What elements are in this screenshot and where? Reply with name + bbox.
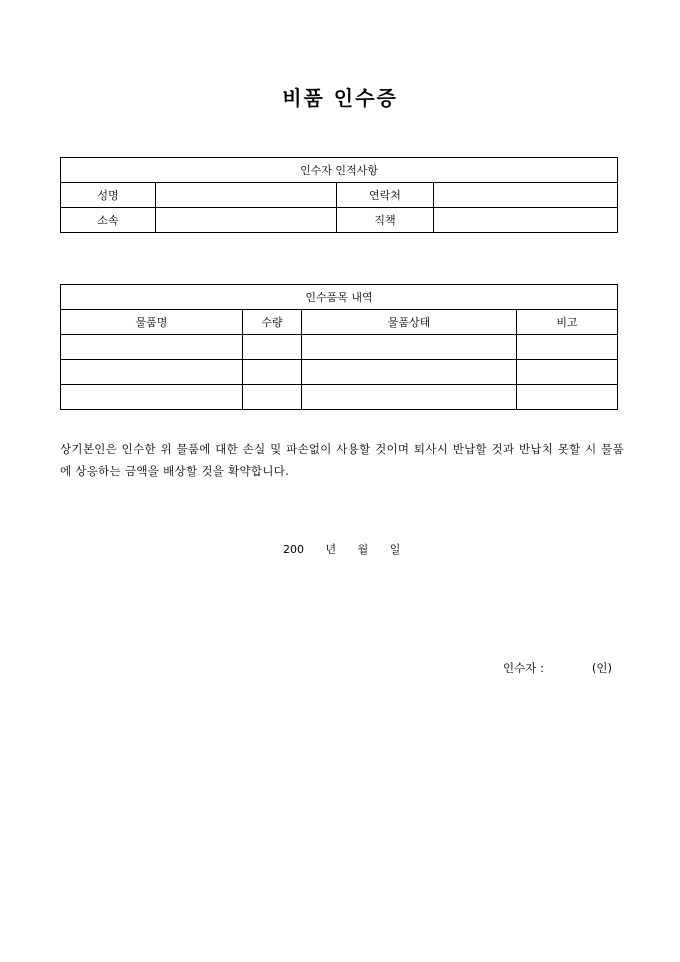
signature-label: 인수자 : — [503, 661, 544, 675]
date-line — [283, 541, 418, 557]
remarks-cell[interactable] — [517, 335, 618, 360]
signature-line — [503, 660, 612, 676]
document-title: 비품 인수증 — [282, 86, 398, 110]
table-row — [61, 360, 618, 385]
item-name-cell[interactable] — [61, 360, 243, 385]
items-table — [60, 284, 618, 410]
quantity-cell[interactable] — [243, 360, 302, 385]
contact-label: 연락처 — [337, 183, 434, 208]
date-day-unit: 일 — [389, 543, 401, 556]
column-header-condition: 물품상태 — [302, 310, 517, 335]
items-header: 인수품목 내역 — [61, 285, 618, 310]
date-month-unit: 월 — [357, 543, 369, 556]
item-name-cell[interactable] — [61, 335, 243, 360]
table-row — [61, 335, 618, 360]
name-field[interactable] — [156, 183, 337, 208]
name-label: 성명 — [61, 183, 156, 208]
seal-mark: (인) — [591, 661, 612, 675]
table-row — [61, 385, 618, 410]
date-year-unit: 년 — [325, 543, 337, 556]
department-field[interactable] — [156, 208, 337, 233]
column-header-remarks: 비고 — [517, 310, 618, 335]
contact-field[interactable] — [434, 183, 618, 208]
column-header-quantity: 수량 — [243, 310, 302, 335]
remarks-cell[interactable] — [517, 385, 618, 410]
remarks-cell[interactable] — [517, 360, 618, 385]
quantity-cell[interactable] — [243, 335, 302, 360]
column-header-item-name: 물품명 — [61, 310, 243, 335]
condition-cell[interactable] — [302, 385, 517, 410]
quantity-cell[interactable] — [243, 385, 302, 410]
position-label: 직책 — [337, 208, 434, 233]
recipient-info-header: 인수자 인적사항 — [61, 158, 618, 183]
department-label: 소속 — [61, 208, 156, 233]
condition-cell[interactable] — [302, 335, 517, 360]
pledge-paragraph: 상기본인은 인수한 위 물품에 대한 손실 및 파손없이 사용할 것이며 퇴사시 반납할 것과 반납치 못할 시 물품에 상응하는 금액을 배상할 것을 확약합니다. — [60, 442, 624, 478]
position-field[interactable] — [434, 208, 618, 233]
recipient-info-table — [60, 157, 618, 233]
item-name-cell[interactable] — [61, 385, 243, 410]
condition-cell[interactable] — [302, 360, 517, 385]
date-year: 200 — [283, 543, 304, 556]
